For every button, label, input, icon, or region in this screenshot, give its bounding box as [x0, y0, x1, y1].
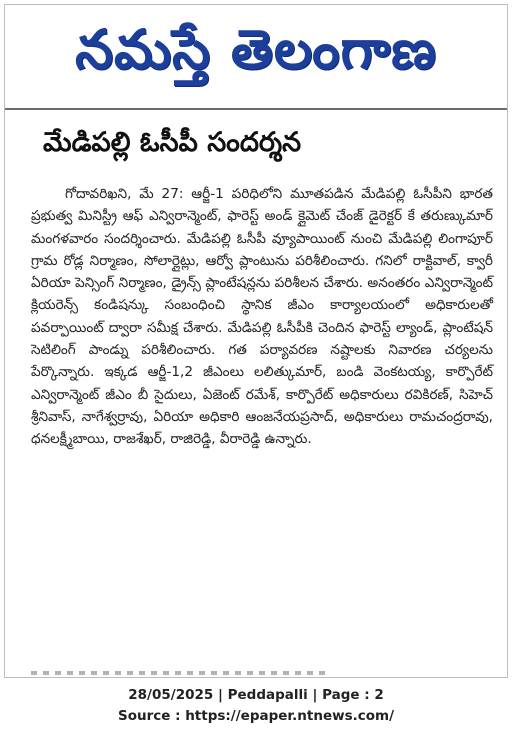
article-headline: మేడిపల్లి ఓసీపీ సందర్శన — [43, 127, 302, 158]
masthead — [5, 7, 507, 93]
page-footer — [0, 685, 512, 727]
footer-source-line: Source : https://epaper.ntnews.com/ — [117, 708, 395, 724]
article-body — [31, 183, 493, 451]
clipping-cut-edge — [31, 671, 331, 675]
masthead-title: నమస్తే తెలంగాణ — [75, 18, 437, 81]
footer-meta-line: 28/05/2025 | Peddapalli | Page : 2 — [128, 687, 384, 703]
article-paragraph: గోదావరిఖని, మే 27: ఆర్జీ-1 పరిధిలోని మూతపడిన మేడిపల్లి ఓసీపీని భారత ప్రభుత్వ మినిస్ట్రీ ఆఫ్ ఎన్విరాన్మెంట్, ఫారెస్ట్ అండ్ క్లైమెట్ చేంజ్ డైరెక్టర్ కే తరుణ్కుమార్ మంగళవారం సందర్శించారు. మేడిపల్లి ఓసీపీ వ్యూపాయింట్ నుంచి మేడిపల్లి లింగాపూర్ గ్రామ రోడ్ల నిర్మాణం, సోలార్లైట్లు, ఆర్వో ప్లాంటును పరిశీలించారు. గనిలో రాక్టివాల్, క్వారీ ఏరియా పెన్సింగ్ నిర్మాణం, డ్రైన్స్ ప్లాంటేషన్లను పరిశీలన చేశారు. అనంతరం ఎన్విరాన్మెంట్ క్లియరెన్స్ కండిషన్కు సంబంధించి స్థానిక జీఎం కార్యాలయంలో అధికారులతో పవర్పాయింట్ ద్వారా సమీక్ష చేశారు. మేడిపల్లి ఓసీపీకి చెందిన ఫారెస్ట్ ల్యాండ్, ప్లాంటేషన్ సెటిలింగ్ పాండ్ను పరిశీలించారు. గత పర్యావరణ నష్టాలకు నివారణ చర్యలను పేర్కొన్నారు. ఇక్కడ ఆర్జీ-1,2 జీఎంలు లలిత్కుమార్, బండి వెంకటయ్య, కార్పొరేట్ ఎన్విరాన్మెంట్ జీఎం బీ సైదులు, ఏజెంట్ రమేశ్, కార్పొరేట్ అధికారులు రవికిరణ్, సిహెచ్ శ్రీనివాస్, నాగేశ్వర్రావు, ఏరియా అధికారి ఆంజనేయప్రసాద్, అధికారులు రామచంద్రరావు, ధనలక్ష్మీబాయి, రాజశేఖర్, రాజిరెడ్డి, వీరారెడ్డి ఉన్నారు. — [31, 186, 493, 448]
newspaper-clipping — [4, 4, 508, 678]
masthead-divider — [5, 108, 507, 110]
